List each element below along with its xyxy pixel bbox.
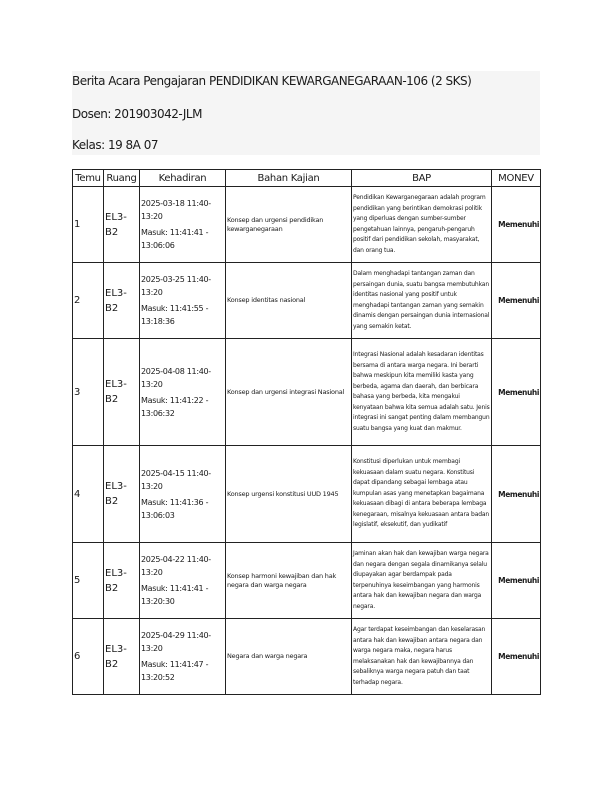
- lecturer-line: Dosen: 201903042-JLM: [72, 107, 202, 121]
- column-header-bap: BAP: [352, 170, 492, 187]
- table-row: [73, 446, 541, 543]
- attendance-cell: [140, 263, 226, 339]
- schedule-time: 2025-04-29 11:40-13:20: [141, 631, 211, 653]
- room-cell: EL3-B2: [104, 339, 140, 446]
- bap-cell: Konstitusi diperlukan untuk membagi kekuasaan dalam suatu negara. Konstitusi dapat dipandang sebagai lembaga atau kumpulan asas yang menetapkan bagaimana kekuasaan dibagi di antara beberapa lembaga kenegaraan, misalnya kekuasaan antara badan legislatif, eksekutif, dan yudikatif: [352, 446, 492, 543]
- column-header-temu: Temu: [73, 170, 104, 187]
- meeting-number: 1: [73, 187, 104, 263]
- room-cell: EL3-B2: [104, 263, 140, 339]
- column-header-bahan-kajian: Bahan Kajian: [226, 170, 352, 187]
- monev-status: Memenuhi: [492, 339, 541, 446]
- bap-cell: Integrasi Nasional adalah kesadaran identitas bersama di antara warga negara. Ini berarti bahwa meskipun kita memiliki kasta yang berbeda, agama dan daerah, dan berbicara bahasa yang berbeda, kita mengakui kenyataan bahwa kita semua adalah satu. Jenis integrasi ini sangat penting dalam membangun suatu bangsa yang kuat dan makmur.: [352, 339, 492, 446]
- room-cell: EL3-B2: [104, 543, 140, 619]
- bap-cell: Agar terdapat keseimbangan dan keselarasan antara hak dan kewajiban antara negara dan warga negara maka, negara harus melaksanakan hak dan kewajibannya dan sebaliknya warga negara patuh dan taat terhadap negara.: [352, 619, 492, 695]
- table-row: [73, 619, 541, 695]
- meeting-number: 3: [73, 339, 104, 446]
- topic-cell: Konsep dan urgensi integrasi Nasional: [226, 339, 352, 446]
- meeting-number: 4: [73, 446, 104, 543]
- teaching-report-table: [72, 169, 541, 695]
- room-cell: EL3-B2: [104, 187, 140, 263]
- topic-cell: Konsep identitas nasional: [226, 263, 352, 339]
- table-row: [73, 263, 541, 339]
- check-in-time: Masuk: 11:41:47 - 13:20:52: [141, 660, 209, 682]
- monev-status: Memenuhi: [492, 619, 541, 695]
- bap-cell: Pendidikan Kewarganegaraan adalah program pendidikan yang berintikan demokrasi politik yang diperluas dengan sumber-sumber pengetahuan lainnya, pengaruh-pengaruh positif dari pendidikan sekolah, masyarakat, dan orang tua.: [352, 187, 492, 263]
- bap-cell: Dalam menghadapi tantangan zaman dan persaingan dunia, suatu bangsa membutuhkan identitas nasional yang positif untuk menghadapi tantangan zaman yang semakin dinamis dengan persaingan dunia internasional yang semakin ketat.: [352, 263, 492, 339]
- check-in-time: Masuk: 11:41:36 - 13:06:03: [141, 497, 209, 520]
- room-cell: EL3-B2: [104, 446, 140, 543]
- check-in-time: Masuk: 11:41:41 - 13:20:30: [141, 584, 209, 606]
- topic-cell: Negara dan warga negara: [226, 619, 352, 695]
- attendance-cell: [140, 619, 226, 695]
- report-header: [72, 71, 540, 155]
- meeting-number: 5: [73, 543, 104, 619]
- schedule-time: 2025-03-25 11:40-13:20: [141, 275, 211, 297]
- table-row: [73, 543, 541, 619]
- room-cell: EL3-B2: [104, 619, 140, 695]
- attendance-cell: [140, 187, 226, 263]
- schedule-time: 2025-04-22 11:40-13:20: [141, 555, 211, 577]
- monev-status: Memenuhi: [492, 187, 541, 263]
- monev-status: Memenuhi: [492, 446, 541, 543]
- report-title: Berita Acara Pengajaran PENDIDIKAN KEWARGANEGARAAN-106 (2 SKS): [72, 74, 472, 88]
- bap-cell: Jaminan akan hak dan kewajiban warga negara dan negara dengan segala dinamikanya selalu diupayakan agar berdampak pada terpenuhinya keseimbangan yang harmonis antara hak dan kewajiban negara dan warga negara.: [352, 543, 492, 619]
- column-header-kehadiran: Kehadiran: [140, 170, 226, 187]
- attendance-cell: [140, 446, 226, 543]
- check-in-time: Masuk: 11:41:41 - 13:06:06: [141, 228, 209, 250]
- topic-cell: Konsep dan urgensi pendidikan kewarganegaraan: [226, 187, 352, 263]
- check-in-time: Masuk: 11:41:55 - 13:18:36: [141, 304, 209, 326]
- schedule-time: 2025-03-18 11:40-13:20: [141, 199, 211, 221]
- column-header-monev: MONEV: [492, 170, 541, 187]
- attendance-cell: [140, 543, 226, 619]
- column-header-ruang: Ruang: [104, 170, 140, 187]
- schedule-time: 2025-04-08 11:40-13:20: [141, 366, 211, 389]
- meeting-number: 2: [73, 263, 104, 339]
- meeting-number: 6: [73, 619, 104, 695]
- table-header-row: [73, 170, 541, 187]
- attendance-cell: [140, 339, 226, 446]
- monev-status: Memenuhi: [492, 263, 541, 339]
- topic-cell: Konsep urgensi konstitusi UUD 1945: [226, 446, 352, 543]
- table-row: [73, 187, 541, 263]
- topic-cell: Konsep harmoni kewajiban dan hak negara dan warga negara: [226, 543, 352, 619]
- monev-status: Memenuhi: [492, 543, 541, 619]
- check-in-time: Masuk: 11:41:22 - 13:06:32: [141, 395, 209, 418]
- schedule-time: 2025-04-15 11:40-13:20: [141, 468, 211, 491]
- class-line: Kelas: 19 8A 07: [72, 138, 158, 152]
- table-row: [73, 339, 541, 446]
